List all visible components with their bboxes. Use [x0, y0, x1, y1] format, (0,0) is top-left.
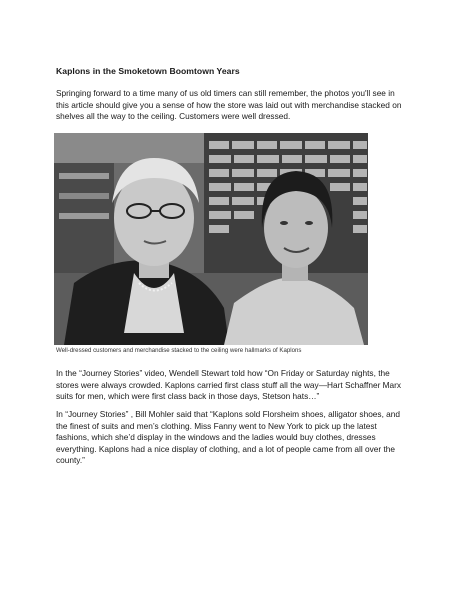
photo-caption: Well-dressed customers and merchandise stacked to the ceiling were hallmarks of Kaplons	[56, 347, 302, 354]
article-title: Kaplons in the Smoketown Boomtown Years	[56, 66, 240, 76]
paragraph-wendell-stewart: In the “Journey Stories” video, Wendell Stewart told how “On Friday or Saturday nights, the stores were always crowded. Kaplons carried first class stuff all the way—Hart Schaffner Marx suits for men, which were first class back in those days, Stetson hats…”	[56, 368, 402, 402]
paragraph-bill-mohler: In “Journey Stories” , Bill Mohler said that “Kaplons sold Florsheim shoes, alligator shoes, and the finest of suits and men’s clothing. Miss Fanny went to New York to pick up the latest fashions, which she’d display in the windows and the ladies would buy clothes, dresses everything. Kaplons had a nice display of clothing, and a lot of people came from all over the county.”	[56, 409, 401, 466]
paragraph-intro: Springing forward to a time many of us old timers can still remember, the photos you'll see in this article should give you a sense of how the store was laid out with merchandise stacked on shelves all the way to the ceiling. Customers were well dressed.	[56, 88, 402, 122]
store-photo	[54, 133, 368, 345]
